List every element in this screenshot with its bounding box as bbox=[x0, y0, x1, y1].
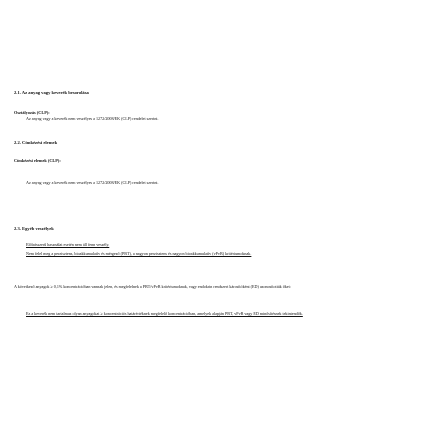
classification-label: Osztályozás (CLP): bbox=[14, 110, 50, 115]
section-2-2-heading: 2.2. Címkézési elemek bbox=[14, 140, 58, 145]
labelling-label: Címkézési elemek (CLP): bbox=[14, 158, 61, 163]
other-hazards-line-1: Előírásszerű használat esetén nem áll fenn veszély. bbox=[26, 242, 110, 247]
section-2-3-heading: 2.3. Egyéb veszélyek bbox=[14, 226, 54, 231]
mixture-note-paragraph: Ez a keverék nem tartalmaz olyan anyagokat ≥ koncentrációs határértéknek megfelelő koncentrációban, amelyek alapján PBT, vPvB vagy ED minősítésnek tekintendők. bbox=[26, 311, 303, 316]
other-hazards-line-2: Nem felel meg a perzisztens, bioakkumulatív és mérgező (PBT), a nagyon perzisztens és nagyon bioakkumulatív (vPvB) kritériumoknak. bbox=[26, 251, 252, 256]
pbt-substances-paragraph: A következő anyagok ≥ 0,1% koncentrációban vannak jelen, és megfelelnek a PBT/vPvB kritériumoknak, vagy endokrin rendszert károsítóként (ED) azonosították őket: bbox=[14, 284, 291, 289]
labelling-text: Az anyag vagy a keverék nem veszélyes a 1272/2008/EK (CLP) rendelet szerint. bbox=[26, 180, 159, 185]
section-2-1-heading: 2.1. Az anyag vagy keverék besorolása bbox=[14, 90, 89, 95]
classification-text: Az anyag vagy a keverék nem veszélyes a 1272/2008/EK (CLP) rendelet szerint. bbox=[26, 116, 159, 121]
